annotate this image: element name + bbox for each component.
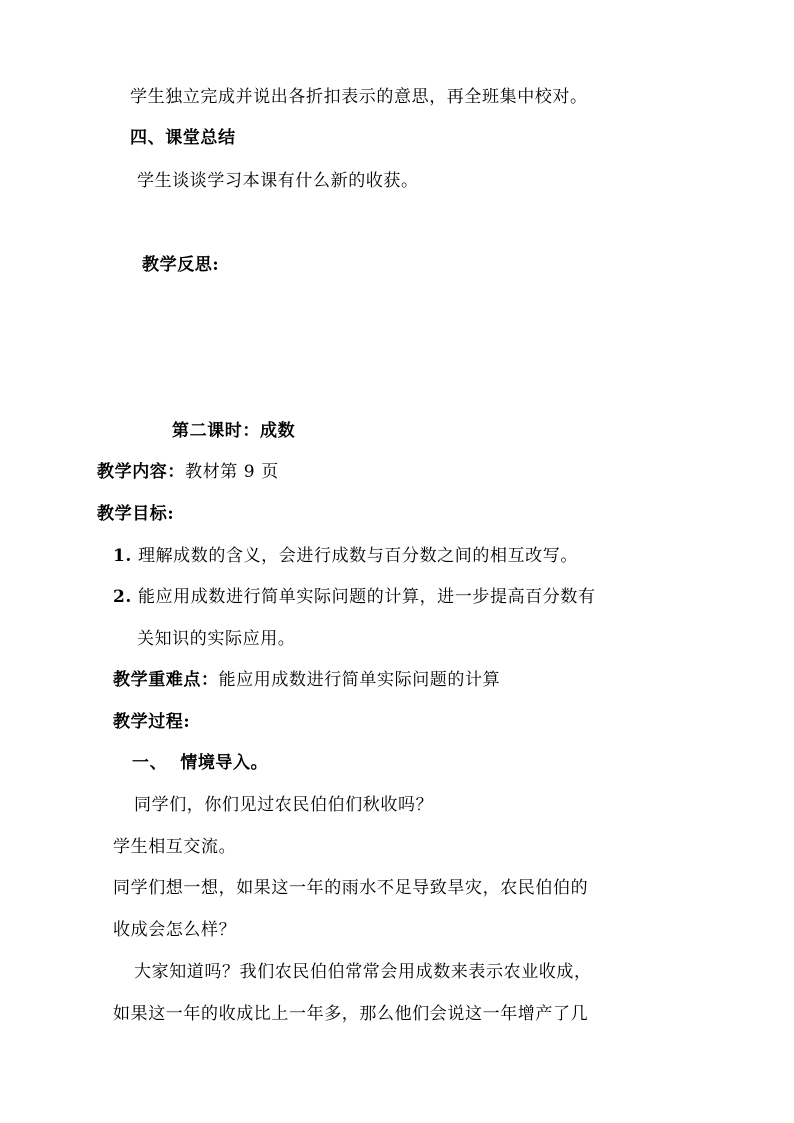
teaching-content-label: 教学内容：: [97, 462, 185, 482]
teaching-content-value: 教材第 9 页: [185, 462, 279, 482]
teaching-process-label: 教学过程:: [113, 712, 191, 732]
goal-2-text: 能应用成数进行简单实际问题的计算，进一步提高百分数有: [137, 587, 596, 607]
paragraph-chengshu-1: 大家知道吗？我们农民伯伯常常会用成数来表示农业收成，: [134, 962, 592, 982]
reflection-label: 教学反思:: [142, 255, 220, 275]
paragraph-intro-question: 同学们，你们见过农民伯伯们秋收吗？: [134, 795, 434, 815]
goal-1: [113, 545, 578, 567]
heading-summary: 四、课堂总结: [130, 128, 236, 148]
goal-2-number: 2.: [113, 587, 132, 607]
key-points: [113, 669, 500, 691]
paragraph-students-discuss: 学生相互交流。: [113, 837, 237, 857]
teaching-content: [97, 461, 279, 483]
paragraph-chengshu-2: 如果这一年的收成比上一年多，那么他们会说这一年增产了几: [113, 1004, 589, 1024]
goal-1-text: 理解成数的含义，会进行成数与百分数之间的相互改写。: [137, 546, 578, 566]
lesson-title: 第二课时：成数: [172, 421, 296, 441]
key-points-label: 教学重难点：: [113, 670, 219, 690]
paragraph-discount-check: 学生独立完成并说出各折扣表示的意思，再全班集中校对。: [130, 87, 588, 107]
paragraph-drought-question-1: 同学们想一想，如果这一年的雨水不足导致旱灾，农民伯伯的: [113, 878, 589, 898]
paragraph-summary: 学生谈谈学习本课有什么新的收获。: [137, 171, 419, 191]
teaching-goals-label: 教学目标:: [97, 504, 175, 524]
goal-2: [113, 586, 596, 608]
key-points-value: 能应用成数进行简单实际问题的计算: [218, 670, 501, 690]
goal-2-continued: 关知识的实际应用。: [137, 629, 296, 649]
step-1-heading: 一、 情境导入。: [132, 753, 269, 773]
paragraph-drought-question-2: 收成会怎么样？: [113, 920, 237, 940]
goal-1-number: 1.: [113, 546, 132, 566]
